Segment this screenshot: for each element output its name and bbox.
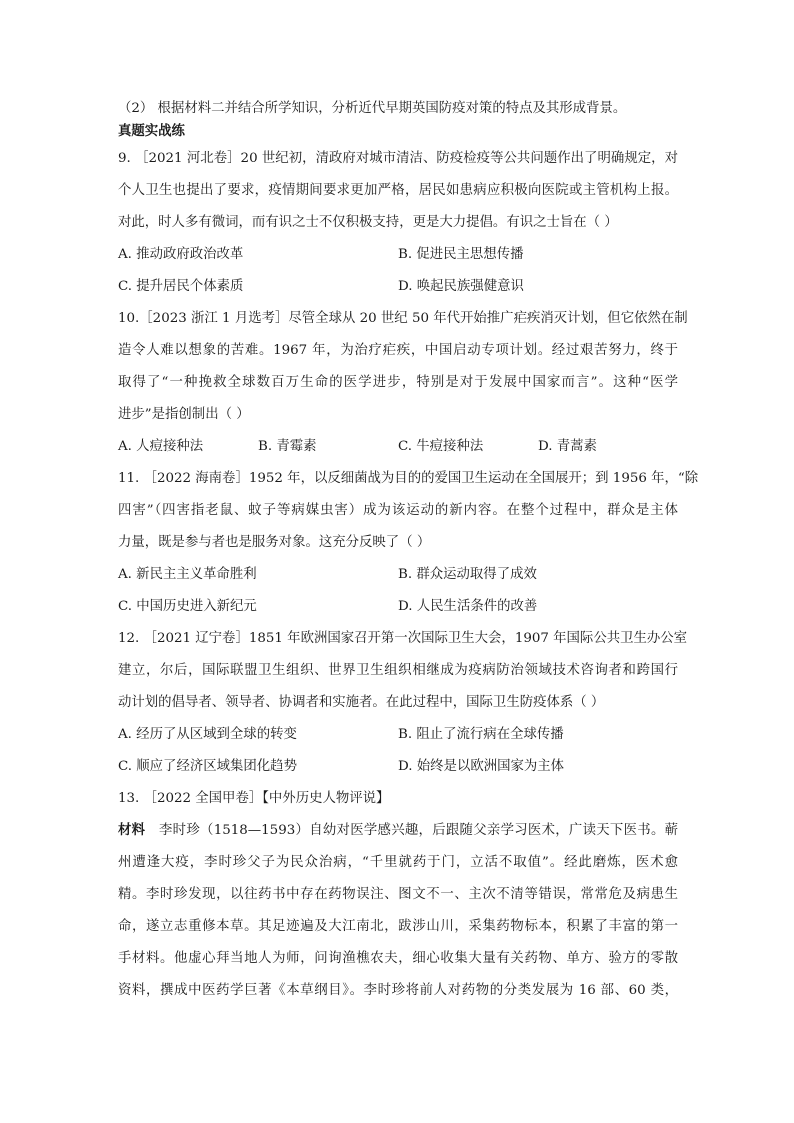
option-c[interactable]: C. 牛痘接种法 [398, 439, 484, 454]
option-a[interactable]: A. 新民主主义革命胜利 [118, 567, 257, 582]
question-10-line: 造令人难以想象的苦难。1967 年，为治疗疟疾，中国启动专项计划。经过艰苦努力，终于 [118, 343, 678, 358]
question-12 [118, 623, 688, 783]
question-10-line: 进步”是指创制出（ ） [118, 407, 250, 422]
question-10-line: 10.［2023 浙江 1 月选考］尽管全球从 20 世纪 50 年代开始推广疟疾消灭计划，但它依然在制 [118, 311, 688, 326]
question-9-options [118, 239, 678, 271]
option-d[interactable]: D. 青蒿素 [538, 439, 597, 454]
question-11-line: 11. ［2022 海南卷］1952 年，以反细菌战为目的的爱国卫生运动在全国展开；到 1956 年，“除 [118, 471, 699, 486]
material-label: 材料 [118, 823, 146, 838]
question-9-line: 9. ［2021 河北卷］20 世纪初，清政府对城市清洁、防疫检疫等公共问题作出了明确规定，对 [118, 151, 678, 166]
question-9-options [118, 271, 678, 303]
question-13-material-line [118, 815, 678, 847]
option-b[interactable]: B. 促进民主思想传播 [398, 247, 524, 262]
question-10 [118, 303, 688, 463]
question-13-material-line: 精。李时珍发现，以往药书中存在药物误注、图文不一、主次不清等错误，常常危及病患生 [118, 887, 678, 902]
option-b[interactable]: B. 青霉素 [258, 439, 317, 454]
question-13-material-line: 手材料。他虚心拜当地人为师，问询渔樵农夫，细心收集大量有关药物、单方、验方的零散 [118, 951, 678, 966]
question-12-line: 12. ［2021 辽宁卷］1851 年欧洲国家召开第一次国际卫生大会，1907 年国际公共卫生办公室 [118, 631, 688, 646]
question-9-line: 对此，时人多有微词，而有识之士不仅积极支持，更是大力提倡。有识之士旨在（ ） [118, 215, 618, 230]
question-11-line: 四害”（四害指老鼠、蚊子等病媒虫害）成为该运动的新内容。在整个过程中，群众是主体 [118, 503, 678, 518]
option-c[interactable]: C. 中国历史进入新纪元 [118, 599, 257, 614]
option-a[interactable]: A. 推动政府政治改革 [118, 247, 244, 262]
question-12-line: 建立，尔后，国际联盟卫生组织、世界卫生组织相继成为疫病防治领域技术咨询者和跨国行 [118, 663, 678, 678]
question-13-material-line: 命，遂立志重修本草。其足迹遍及大江南北，跋涉山川，采集药物标本，积累了丰富的第一 [118, 919, 678, 934]
question-10-line: 取得了“一种挽救全球数百万生命的医学进步，特别是对于发展中国家而言”。这种“医学 [118, 375, 678, 390]
option-b[interactable]: B. 阻止了流行病在全球传播 [398, 727, 564, 742]
question-9 [118, 143, 678, 303]
option-d[interactable]: D. 始终是以欧洲国家为主体 [398, 759, 565, 774]
question-12-options [118, 719, 678, 751]
subquestion-2: （2） 根据材料二并结合所学知识，分析近代早期英国防疫对策的特点及其形成背景。 [118, 101, 627, 116]
question-11-line: 力量，既是参与者也是服务对象。这充分反映了（ ） [118, 535, 431, 550]
option-d[interactable]: D. 人民生活条件的改善 [398, 599, 538, 614]
question-13-title: 13. ［2022 全国甲卷］【中外历史人物评说】 [118, 791, 390, 806]
option-a[interactable]: A. 人痘接种法 [118, 439, 204, 454]
option-d[interactable]: D. 唤起民族强健意识 [398, 279, 524, 294]
question-11-options [118, 591, 678, 623]
document-content [118, 97, 699, 1007]
question-13-material-line: 州遭逢大疫，李时珍父子为民众治病，“千里就药于门，立活不取值”。经此磨炼，医术愈 [118, 855, 678, 870]
option-a[interactable]: A. 经历了从区域到全球的转变 [118, 727, 297, 742]
question-13-material-line: 资料，撰成中医药学巨著《本草纲目》。李时珍将前人对药物的分类发展为 16 部、60 类， [118, 983, 678, 998]
option-b[interactable]: B. 群众运动取得了成效 [398, 567, 537, 582]
option-c[interactable]: C. 提升居民个体素质 [118, 279, 244, 294]
question-10-options [118, 431, 678, 463]
question-13 [118, 783, 678, 1007]
question-11-options [118, 559, 678, 591]
question-9-line: 个人卫生也提出了要求，疫情期间要求更加严格，居民如患病应积极向医院或主管机构上报。 [118, 183, 678, 198]
section-heading: 真题实战练 [118, 124, 185, 139]
option-c[interactable]: C. 顺应了经济区域集团化趋势 [118, 759, 297, 774]
material-text: 李时珍（1518—1593）自幼对医学感兴趣，后跟随父亲学习医术，广读天下医书。蕲 [145, 823, 679, 838]
question-12-line: 动计划的倡导者、领导者、协调者和实施者。在此过程中，国际卫生防疫体系（ ） [118, 695, 605, 710]
question-12-options [118, 751, 678, 783]
question-11 [118, 463, 699, 623]
